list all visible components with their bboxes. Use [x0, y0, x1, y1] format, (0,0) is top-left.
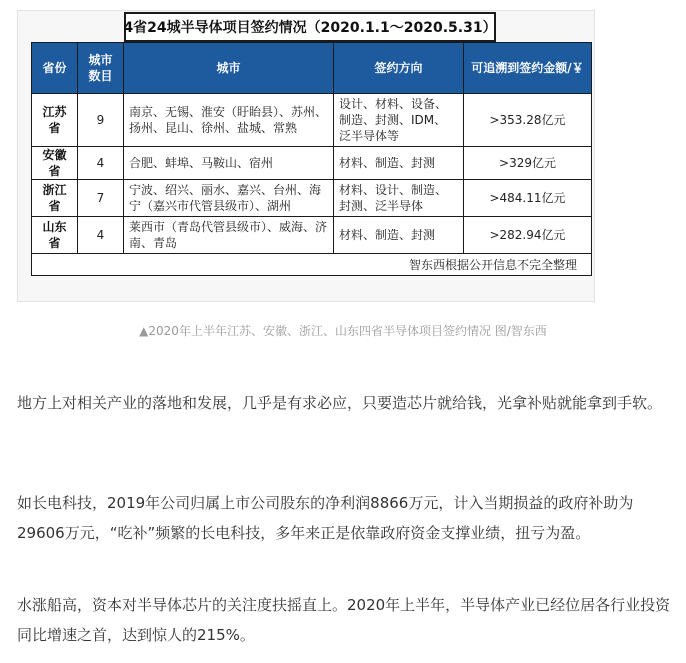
table-row	[32, 180, 592, 217]
cell-amount: >353.28亿元	[464, 94, 592, 147]
paragraph-2: 如长电科技，2019年公司归属上市公司股东的净利润8866万元，计入当期损益的政府补助为29606万元，“吃补”频繁的长电科技，多年来正是依靠政府资金支撑业绩，扭亏为盈。	[17, 494, 634, 542]
table-title: 4省24城半导体项目签约情况（2020.1.1～2020.5.31）	[124, 12, 496, 42]
table-source-note: 智东西根据公开信息不完全整理	[32, 254, 592, 276]
cell-amount: >484.11亿元	[464, 180, 592, 217]
signing-table	[31, 42, 592, 276]
header-direction: 签约方向	[334, 43, 464, 94]
header-city-count: 城市数目	[78, 43, 124, 94]
cell-cities: 合肥、蚌埠、马鞍山、宿州	[124, 147, 334, 180]
table-row	[32, 147, 592, 180]
table-note-row	[32, 254, 592, 276]
table-row	[32, 94, 592, 147]
cell-cities: 南京、无锡、淮安（盱眙县）、苏州、扬州、昆山、徐州、盐城、常熟	[124, 94, 334, 147]
cell-count: 9	[78, 94, 124, 147]
paragraph-3: 水涨船高，资本对半导体芯片的关注度扶摇直上。2020年上半年，半导体产业已经位居各行业投资同比增速之首，达到惊人的215%。	[17, 596, 671, 644]
header-cities: 城市	[124, 43, 334, 94]
cell-province: 浙江省	[32, 180, 78, 217]
cell-direction: 材料、制造、封测	[334, 147, 464, 180]
cell-province: 山东省	[32, 217, 78, 254]
figure-caption: ▲2020年上半年江苏、安徽、浙江、山东四省半导体项目签约情况 图/智东西	[139, 324, 547, 338]
cell-cities: 宁波、绍兴、丽水、嘉兴、台州、海宁（嘉兴市代管县级市）、湖州	[124, 180, 334, 217]
table-figure	[17, 10, 595, 302]
cell-count: 7	[78, 180, 124, 217]
cell-cities: 莱西市（青岛代管县级市）、威海、济南、青岛	[124, 217, 334, 254]
cell-amount: >329亿元	[464, 147, 592, 180]
header-province: 省份	[32, 43, 78, 94]
cell-province: 安徽省	[32, 147, 78, 180]
table-header-row	[32, 43, 592, 94]
table-row	[32, 217, 592, 254]
cell-count: 4	[78, 217, 124, 254]
header-amount: 可追溯到签约金额/￥	[464, 43, 592, 94]
cell-province: 江苏省	[32, 94, 78, 147]
cell-direction: 材料、制造、封测	[334, 217, 464, 254]
cell-amount: >282.94亿元	[464, 217, 592, 254]
paragraph-1: 地方上对相关产业的落地和发展，几乎是有求必应，只要造芯片就给钱，光拿补贴就能拿到手软。	[17, 394, 663, 412]
cell-count: 4	[78, 147, 124, 180]
cell-direction: 材料、设计、制造、封测、泛半导体	[334, 180, 464, 217]
cell-direction: 设计、材料、设备、制造、封测、IDM、泛半导体等	[334, 94, 464, 147]
